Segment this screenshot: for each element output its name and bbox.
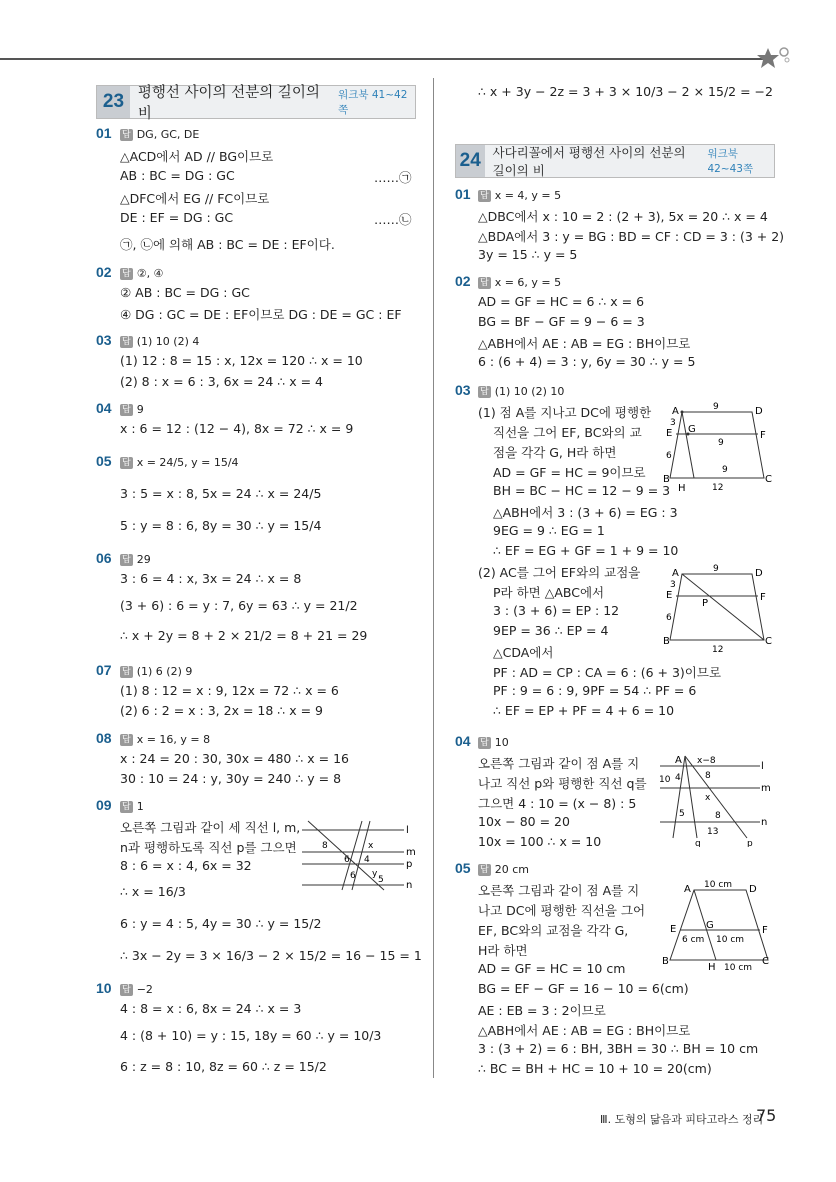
solution-line: x : 6 = 12 : (12 − 4), 8x = 72 ∴ x = 9 bbox=[120, 421, 354, 436]
solution-line: △DFC에서 EG // FC이므로 bbox=[120, 191, 270, 206]
answer-text: ②, ④ bbox=[136, 267, 164, 280]
answer-line bbox=[478, 861, 529, 876]
label-D: D bbox=[749, 884, 757, 895]
answer-text: x = 16, y = 8 bbox=[136, 733, 211, 746]
answer-badge: 답 bbox=[122, 130, 131, 140]
solution-line: ④ DG : GC = DE : EF이므로 DG : DE = GC : EF bbox=[120, 307, 402, 322]
answer-badge: 답 bbox=[122, 555, 131, 565]
solution-line: n과 평행하도록 직선 p를 그으면 bbox=[120, 840, 297, 855]
solution-line: x : 24 = 20 : 30, 30x = 480 ∴ x = 16 bbox=[120, 751, 350, 766]
problem-number: 08 bbox=[96, 730, 112, 746]
solution-line: 오른쪽 그림과 같이 세 직선 l, m, bbox=[120, 820, 301, 835]
label-C: C bbox=[762, 956, 769, 967]
solution-line: AB : BC = DG : GC bbox=[120, 168, 235, 183]
page-number: 75 bbox=[756, 1106, 777, 1125]
parallel-lines-figure-04 bbox=[655, 752, 775, 847]
workbook-ref: 워크북 42~43쪽 bbox=[707, 148, 754, 175]
answer-badge: 답 bbox=[122, 405, 131, 415]
answer-badge: 답 bbox=[122, 667, 131, 677]
answer-line bbox=[120, 454, 239, 469]
section-title: 사다리꼴에서 평행선 사이의 선분의 길이의 비 bbox=[492, 145, 686, 178]
answer-line bbox=[120, 401, 144, 416]
solution-line: 점을 각각 G, H라 하면 bbox=[493, 445, 617, 460]
label-6: 6 bbox=[666, 451, 672, 461]
label-3: 3 bbox=[670, 580, 676, 590]
solution-line: ∴ EF = EG + GF = 1 + 9 = 10 bbox=[493, 543, 679, 558]
label-C: C bbox=[765, 636, 772, 647]
solution-line: 3y = 15 ∴ y = 5 bbox=[478, 247, 578, 262]
label-x8: x−8 bbox=[697, 756, 716, 766]
answer-line bbox=[120, 663, 192, 678]
label-l: l bbox=[406, 825, 409, 836]
solution-line: PF : AD = CP : CA = 6 : (6 + 3)이므로 bbox=[493, 665, 722, 680]
chapter-footer: Ⅲ. 도형의 닮음과 피타고라스 정리 bbox=[600, 1113, 764, 1126]
label-F: F bbox=[760, 592, 766, 603]
solution-line: P라 하면 △ABC에서 bbox=[493, 585, 605, 600]
label-4: 4 bbox=[364, 855, 370, 865]
solution-line: (1) 8 : 12 = x : 9, 12x = 72 ∴ x = 6 bbox=[120, 683, 339, 698]
answer-text: 10 bbox=[494, 736, 509, 749]
solution-line: 4 : (8 + 10) = y : 15, 18y = 60 ∴ y = 10/3 bbox=[120, 1028, 382, 1043]
label-H: H bbox=[708, 962, 716, 973]
label-6: 6 bbox=[344, 855, 350, 865]
label-6b: 6 bbox=[350, 871, 356, 881]
answer-text: 9 bbox=[136, 403, 144, 416]
solution-line: 9EP = 36 ∴ EP = 4 bbox=[493, 623, 609, 638]
equation-mark: ……㉡ bbox=[374, 212, 412, 227]
solution-line: 6 : (6 + 4) = 3 : y, 6y = 30 ∴ y = 5 bbox=[478, 354, 696, 369]
answer-badge: 답 bbox=[122, 269, 131, 279]
solution-line: △ABH에서 AE : AB = EG : BH이므로 bbox=[478, 336, 691, 351]
solution-line: △BDA에서 3 : y = BG : BD = CF : CD = 3 : (3 + 2) bbox=[478, 229, 785, 244]
solution-line: ② AB : BC = DG : GC bbox=[120, 285, 250, 300]
solution-line: AD = GF = HC = 10 cm bbox=[478, 961, 626, 976]
problem-number: 06 bbox=[96, 550, 112, 566]
label-A: A bbox=[672, 406, 679, 417]
star-icon bbox=[756, 44, 792, 74]
label-E: E bbox=[666, 590, 673, 601]
solution-line: (1) 점 A를 지나고 DC에 평행한 bbox=[478, 405, 652, 420]
label-10cm-a: 10 cm bbox=[704, 880, 733, 890]
label-B: B bbox=[662, 956, 669, 967]
label-P: P bbox=[702, 598, 709, 609]
solution-line: (1) 12 : 8 = 15 : x, 12x = 120 ∴ x = 10 bbox=[120, 353, 363, 368]
solution-line: (2) 6 : 2 = x : 3, 2x = 18 ∴ x = 9 bbox=[120, 703, 323, 718]
solution-line: ∴ x + 2y = 8 + 2 × 21/2 = 8 + 21 = 29 bbox=[120, 628, 368, 643]
problem-number: 05 bbox=[455, 860, 471, 876]
section-number: 24 bbox=[456, 145, 485, 177]
section-header-24 bbox=[455, 144, 775, 178]
trapezoid-figure-1 bbox=[660, 400, 775, 495]
answer-line bbox=[120, 731, 210, 746]
trapezoid-figure-05 bbox=[660, 878, 775, 973]
solution-line: AD = GF = HC = 9이므로 bbox=[493, 465, 646, 480]
label-5: 5 bbox=[378, 875, 384, 885]
answer-badge: 답 bbox=[122, 802, 131, 812]
label-B: B bbox=[663, 474, 670, 485]
label-q: q bbox=[695, 839, 701, 847]
answer-text: DG, GC, DE bbox=[136, 128, 200, 141]
answer-text: 1 bbox=[136, 800, 144, 813]
label-4: 4 bbox=[675, 773, 681, 783]
answer-text: −2 bbox=[136, 983, 153, 996]
top-rule bbox=[0, 58, 770, 60]
answer-badge: 답 bbox=[480, 278, 489, 288]
label-E: E bbox=[670, 924, 677, 935]
solution-line: 나고 DC에 평행한 직선을 그어 bbox=[478, 903, 646, 918]
trapezoid-figure-2 bbox=[660, 562, 775, 657]
label-F: F bbox=[762, 925, 768, 936]
problem-number: 01 bbox=[455, 186, 471, 202]
solution-line: ∴ 3x − 2y = 3 × 16/3 − 2 × 15/2 = 16 − 15 = 1 bbox=[120, 948, 422, 963]
answer-badge: 답 bbox=[480, 865, 489, 875]
solution-line: 30 : 10 = 24 : y, 30y = 240 ∴ y = 8 bbox=[120, 771, 342, 786]
label-m: m bbox=[406, 847, 416, 858]
solution-line: 6 : y = 4 : 5, 4y = 30 ∴ y = 15/2 bbox=[120, 916, 322, 931]
answer-line bbox=[120, 551, 151, 566]
answer-text: x = 24/5, y = 15/4 bbox=[136, 456, 239, 469]
solution-line: ㉠, ㉡에 의해 AB : BC = DE : EF이다. bbox=[120, 237, 335, 252]
solution-line: 3 : (3 + 6) = EP : 12 bbox=[493, 603, 620, 618]
label-12: 12 bbox=[712, 645, 724, 655]
problem-number: 02 bbox=[455, 273, 471, 289]
label-A: A bbox=[684, 884, 691, 895]
label-8b: 8 bbox=[715, 811, 721, 821]
problem-number: 09 bbox=[96, 797, 112, 813]
label-l: l bbox=[761, 761, 764, 772]
answer-badge: 답 bbox=[122, 985, 131, 995]
problem-number: 03 bbox=[455, 382, 471, 398]
solution-line: ∴ BC = BH + HC = 10 + 10 = 20(cm) bbox=[478, 1061, 712, 1076]
solution-line: 3 : (3 + 2) = 6 : BH, 3BH = 30 ∴ BH = 10 cm bbox=[478, 1041, 759, 1056]
answer-line bbox=[120, 265, 163, 280]
answer-line bbox=[120, 333, 199, 348]
answer-badge: 답 bbox=[480, 191, 489, 201]
label-12: 12 bbox=[712, 483, 724, 493]
label-6: 6 bbox=[666, 613, 672, 623]
solution-line: 직선을 그어 EF, BC와의 교 bbox=[493, 425, 642, 440]
solution-line: 오른쪽 그림과 같이 점 A를 지 bbox=[478, 883, 640, 898]
answer-line bbox=[478, 274, 561, 289]
problem-number: 05 bbox=[96, 453, 112, 469]
label-D: D bbox=[755, 406, 763, 417]
problem-number: 04 bbox=[96, 400, 112, 416]
solution-line: BG = EF − GF = 16 − 10 = 6(cm) bbox=[478, 981, 689, 996]
solution-line: 6 : z = 8 : 10, 8z = 60 ∴ z = 15/2 bbox=[120, 1059, 327, 1074]
answer-text: (1) 10 (2) 4 bbox=[136, 335, 200, 348]
solution-line: AE : EB = 3 : 2이므로 bbox=[478, 1003, 606, 1018]
solution-line: (2) AC를 그어 EF와의 교점을 bbox=[478, 565, 641, 580]
solution-line: 3 : 6 = 4 : x, 3x = 24 ∴ x = 8 bbox=[120, 571, 302, 586]
label-10: 10 bbox=[659, 775, 671, 785]
solution-line: △ACD에서 AD // BG이므로 bbox=[120, 149, 274, 164]
label-3: 3 bbox=[670, 418, 676, 428]
problem-number: 01 bbox=[96, 125, 112, 141]
solution-line: EF, BC와의 교점을 각각 G, bbox=[478, 923, 629, 938]
solution-line: 오른쪽 그림과 같이 점 A를 지 bbox=[478, 756, 640, 771]
label-xb: x bbox=[705, 793, 711, 803]
column-divider bbox=[433, 78, 434, 1078]
label-D: D bbox=[755, 568, 763, 579]
solution-line: 8 : 6 = x : 4, 6x = 32 bbox=[120, 858, 252, 873]
answer-line bbox=[120, 798, 144, 813]
label-A: A bbox=[675, 755, 682, 766]
solution-line: 3 : 5 = x : 8, 5x = 24 ∴ x = 24/5 bbox=[120, 486, 322, 501]
label-13: 13 bbox=[707, 827, 719, 837]
answer-text: x = 4, y = 5 bbox=[494, 189, 562, 202]
equation-mark: ……㉠ bbox=[374, 170, 412, 185]
answer-line bbox=[120, 126, 199, 141]
problem-number: 04 bbox=[455, 733, 471, 749]
solution-line: △ABH에서 3 : (3 + 6) = EG : 3 bbox=[493, 505, 678, 520]
answer-badge: 답 bbox=[480, 387, 489, 397]
problem-number: 03 bbox=[96, 332, 112, 348]
label-10cm-c: 10 cm bbox=[724, 963, 753, 973]
label-8: 8 bbox=[322, 841, 328, 851]
label-8a: 8 bbox=[705, 771, 711, 781]
workbook-ref: 워크북 41~42쪽 bbox=[338, 89, 408, 116]
solution-line: 9EG = 9 ∴ EG = 1 bbox=[493, 523, 605, 538]
label-n: n bbox=[761, 817, 768, 828]
solution-line: (3 + 6) : 6 = y : 7, 6y = 63 ∴ y = 21/2 bbox=[120, 598, 358, 613]
label-n: n bbox=[406, 880, 413, 891]
solution-line: DE : EF = DG : GC bbox=[120, 210, 234, 225]
problem-number: 02 bbox=[96, 264, 112, 280]
solution-line: 나고 직선 p와 평행한 직선 q를 bbox=[478, 776, 647, 791]
solution-line: (2) 8 : x = 6 : 3, 6x = 24 ∴ x = 4 bbox=[120, 374, 323, 389]
answer-line bbox=[478, 383, 564, 398]
label-F: F bbox=[760, 430, 766, 441]
answer-line bbox=[478, 187, 561, 202]
label-9c: 9 bbox=[722, 465, 728, 475]
continued-line: ∴ x + 3y − 2z = 3 + 3 × 10/3 − 2 × 15/2 = −2 bbox=[478, 84, 773, 99]
label-9: 9 bbox=[713, 564, 719, 574]
problem-number: 07 bbox=[96, 662, 112, 678]
section-title: 평행선 사이의 선분의 길이의 비 bbox=[137, 85, 320, 122]
label-H: H bbox=[678, 483, 686, 494]
answer-text: x = 6, y = 5 bbox=[494, 276, 562, 289]
solution-line: BH = BC − HC = 12 − 9 = 3 bbox=[493, 483, 671, 498]
section-header-23 bbox=[96, 85, 416, 122]
answer-badge: 답 bbox=[122, 337, 131, 347]
section-number: 23 bbox=[97, 86, 130, 118]
answer-line bbox=[120, 981, 153, 996]
solution-line: 4 : 8 = x : 6, 8x = 24 ∴ x = 3 bbox=[120, 1001, 302, 1016]
answer-badge: 답 bbox=[122, 458, 131, 468]
label-G: G bbox=[706, 920, 714, 931]
solution-line: 5 : y = 8 : 6, 8y = 30 ∴ y = 15/4 bbox=[120, 518, 322, 533]
label-m: m bbox=[761, 783, 771, 794]
label-x: x bbox=[368, 841, 374, 851]
problem-number: 10 bbox=[96, 980, 112, 996]
label-E: E bbox=[666, 428, 673, 439]
label-9b: 9 bbox=[718, 438, 724, 448]
solution-line: ∴ x = 16/3 bbox=[120, 884, 186, 899]
solution-line: H라 하면 bbox=[478, 943, 528, 958]
solution-line: AD = GF = HC = 6 ∴ x = 6 bbox=[478, 294, 645, 309]
solution-line: 10x − 80 = 20 bbox=[478, 814, 570, 829]
answer-text: (1) 6 (2) 9 bbox=[136, 665, 193, 678]
answer-badge: 답 bbox=[480, 738, 489, 748]
parallel-lines-figure bbox=[300, 818, 420, 894]
solution-line: 그으면 4 : 10 = (x − 8) : 5 bbox=[478, 796, 637, 811]
answer-text: 20 cm bbox=[494, 863, 529, 876]
answer-text: (1) 10 (2) 10 bbox=[494, 385, 565, 398]
solution-line: △CDA에서 bbox=[493, 645, 554, 660]
label-G: G bbox=[688, 424, 696, 435]
label-y: y bbox=[372, 869, 378, 879]
solution-line: 10x = 100 ∴ x = 10 bbox=[478, 834, 602, 849]
label-p: p bbox=[747, 839, 753, 847]
solution-line: PF : 9 = 6 : 9, 9PF = 54 ∴ PF = 6 bbox=[493, 683, 697, 698]
answer-text: 29 bbox=[136, 553, 151, 566]
answer-line bbox=[478, 734, 509, 749]
label-A: A bbox=[672, 568, 679, 579]
label-5: 5 bbox=[679, 809, 685, 819]
label-10cm-b: 10 cm bbox=[716, 935, 745, 945]
label-C: C bbox=[765, 474, 772, 485]
solution-line: ∴ EF = EP + PF = 4 + 6 = 10 bbox=[493, 703, 675, 718]
label-9a: 9 bbox=[713, 402, 719, 412]
solution-line: BG = BF − GF = 9 − 6 = 3 bbox=[478, 314, 645, 329]
solution-line: △DBC에서 x : 10 = 2 : (2 + 3), 5x = 20 ∴ x = 4 bbox=[478, 209, 768, 224]
label-p: p bbox=[406, 859, 413, 870]
solution-line: △ABH에서 AE : AB = EG : BH이므로 bbox=[478, 1023, 691, 1038]
answer-badge: 답 bbox=[122, 735, 131, 745]
label-B: B bbox=[663, 636, 670, 647]
label-6cm: 6 cm bbox=[682, 935, 705, 945]
